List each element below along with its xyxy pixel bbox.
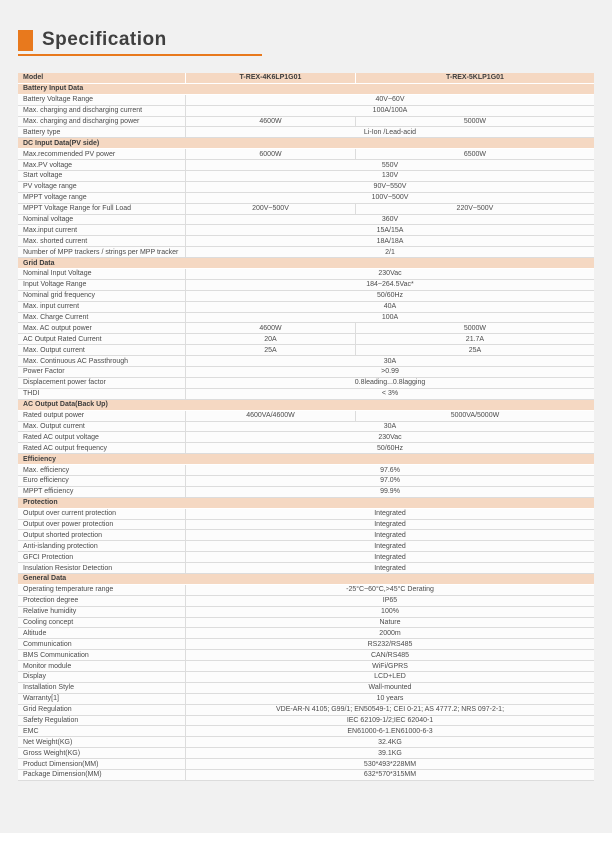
model-name: T-REX-5KLP1G01 [355, 73, 594, 83]
spec-label: Rated output power [23, 412, 85, 420]
spec-value: 4600W [185, 323, 355, 333]
spec-value: 184~264.5Vac* [185, 280, 594, 290]
spec-value: 100A/100A [185, 106, 594, 116]
spec-label: Monitor module [23, 662, 72, 670]
spec-label: Nominal voltage [23, 216, 74, 224]
spec-label: PV voltage range [23, 183, 77, 191]
spec-label: Display [23, 673, 46, 681]
section-row [18, 400, 594, 411]
spec-label: MPPT efficiency [23, 488, 74, 496]
spec-value: 97.0% [185, 476, 594, 486]
spec-label: Euro efficiency [23, 477, 69, 485]
spec-label: Output shorted protection [23, 531, 102, 539]
spec-value: 0.8leading...0.8lagging [185, 378, 594, 388]
table-row [18, 520, 594, 531]
spec-table [18, 73, 594, 781]
table-row [18, 759, 594, 770]
table-row [18, 313, 594, 324]
table-row [18, 650, 594, 661]
spec-value: 5000W [355, 117, 594, 127]
spec-label: Warranty[1] [23, 695, 59, 703]
section-title: Protection [23, 499, 58, 507]
spec-value: 25A [355, 345, 594, 355]
spec-label: Operating temperature range [23, 586, 114, 594]
table-row [18, 661, 594, 672]
table-row [18, 443, 594, 454]
spec-label: Output over current protection [23, 510, 116, 518]
spec-label: MPPT voltage range [23, 194, 87, 202]
table-row [18, 694, 594, 705]
spec-value: 5000VA/5000W [355, 411, 594, 421]
spec-label: Nominal grid frequency [23, 292, 95, 300]
spec-value: LCD+LED [185, 672, 594, 682]
table-row [18, 530, 594, 541]
spec-label: Package Dimension(MM) [23, 771, 102, 779]
spec-value: 130V [185, 171, 594, 181]
spec-value: 530*493*228MM [185, 759, 594, 769]
spec-value: VDE-AR-N 4105; G99/1; EN50549-1; CEI 0-21; AS 4777.2; NRS 097-2-1; [185, 705, 594, 715]
table-row [18, 770, 594, 781]
spec-value: 6500W [355, 149, 594, 159]
table-row [18, 552, 594, 563]
spec-label: Model [23, 74, 44, 82]
spec-value: WiFi/GPRS [185, 661, 594, 671]
spec-label: Displacement power factor [23, 379, 106, 387]
spec-label: Product Dimension(MM) [23, 760, 99, 768]
spec-label: Max. input current [23, 303, 80, 311]
spec-value: Li-Ion /Lead-acid [185, 127, 594, 137]
section-title: AC Output Data(Back Up) [23, 401, 108, 409]
spec-value: Integrated [185, 530, 594, 540]
spec-label: Gross Weight(KG) [23, 749, 81, 757]
table-row [18, 596, 594, 607]
table-row [18, 607, 594, 618]
spec-value: 99.9% [185, 487, 594, 497]
spec-value: 360V [185, 215, 594, 225]
spec-label: Max. shorted current [23, 237, 88, 245]
section-row [18, 258, 594, 269]
table-row [18, 378, 594, 389]
spec-label: Communication [23, 640, 72, 648]
spec-label: Insulation Resistor Detection [23, 564, 113, 572]
table-row [18, 618, 594, 629]
spec-label: Max.recommended PV power [23, 150, 116, 158]
spec-label: Battery Voltage Range [23, 96, 94, 104]
table-row [18, 476, 594, 487]
section-title: General Data [23, 575, 67, 583]
spec-value: 100V~500V [185, 193, 594, 203]
spec-value: 97.6% [185, 465, 594, 475]
spec-value: Integrated [185, 541, 594, 551]
table-row [18, 705, 594, 716]
spec-value: 25A [185, 345, 355, 355]
table-row [18, 334, 594, 345]
spec-value: 18A/18A [185, 236, 594, 246]
model-header-row [18, 73, 594, 84]
spec-value: 550V [185, 160, 594, 170]
spec-label: Grid Regulation [23, 706, 72, 714]
spec-label: Protection degree [23, 597, 79, 605]
spec-value: 230Vac [185, 269, 594, 279]
spec-value: RS232/RS485 [185, 639, 594, 649]
spec-label: Installation Style [23, 684, 74, 692]
spec-value: EN61000-6-1.EN61000-6-3 [185, 726, 594, 736]
spec-value: CAN/RS485 [185, 650, 594, 660]
spec-label: Anti-islanding protection [23, 542, 98, 550]
spec-value: 50/60Hz [185, 291, 594, 301]
table-row [18, 95, 594, 106]
table-row [18, 389, 594, 400]
section-title: DC Input Data(PV side) [23, 139, 100, 147]
table-row [18, 291, 594, 302]
table-row [18, 236, 594, 247]
spec-value: 21.7A [355, 334, 594, 344]
spec-label: Rated AC output voltage [23, 433, 99, 441]
spec-label: Relative humidity [23, 608, 77, 616]
spec-value: IP65 [185, 596, 594, 606]
spec-label: Net Weight(KG) [23, 738, 73, 746]
section-row [18, 138, 594, 149]
spec-value: 30A [185, 356, 594, 366]
table-row [18, 106, 594, 117]
table-row [18, 726, 594, 737]
title-accent-square-icon [18, 30, 33, 51]
title-underline [18, 54, 262, 56]
table-row [18, 247, 594, 258]
table-row [18, 215, 594, 226]
spec-label: Power Factor [23, 368, 65, 376]
spec-value: 40A [185, 302, 594, 312]
spec-value: 632*570*315MM [185, 770, 594, 780]
spec-label: GFCI Protection [23, 553, 74, 561]
spec-label: Safety Regulation [23, 716, 79, 724]
spec-value: 30A [185, 422, 594, 432]
spec-value: 100% [185, 607, 594, 617]
spec-value: 220V~500V [355, 204, 594, 214]
table-row [18, 127, 594, 138]
table-row [18, 182, 594, 193]
table-row [18, 509, 594, 520]
spec-label: BMS Communication [23, 651, 89, 659]
table-row [18, 541, 594, 552]
spec-value: IEC 62109-1/2;IEC 62040-1 [185, 716, 594, 726]
table-row [18, 672, 594, 683]
spec-value: 39.1KG [185, 748, 594, 758]
table-row [18, 487, 594, 498]
spec-value: -25°C~60°C,>45°C Derating [185, 585, 594, 595]
spec-value: 2/1 [185, 247, 594, 257]
spec-value: 2000m [185, 628, 594, 638]
table-row [18, 149, 594, 160]
table-row [18, 117, 594, 128]
spec-label: AC Output Rated Current [23, 335, 102, 343]
table-row [18, 302, 594, 313]
table-row [18, 269, 594, 280]
spec-value: 4600W [185, 117, 355, 127]
table-row [18, 160, 594, 171]
section-title: Efficiency [23, 455, 57, 463]
spec-label: Battery type [23, 128, 61, 136]
table-row [18, 639, 594, 650]
spec-value: Integrated [185, 563, 594, 573]
spec-label: Cooling concept [23, 618, 74, 626]
spec-label: Max. Output current [23, 346, 85, 354]
section-row [18, 498, 594, 509]
spec-value: < 3% [185, 389, 594, 399]
spec-value: Integrated [185, 552, 594, 562]
spec-value: 10 years [185, 694, 594, 704]
table-row [18, 563, 594, 574]
page-title: Specification [42, 29, 167, 50]
spec-label: Max. Charge Current [23, 314, 89, 322]
spec-value: Integrated [185, 520, 594, 530]
spec-value: Integrated [185, 509, 594, 519]
spec-value: Nature [185, 618, 594, 628]
spec-value: Wall-mounted [185, 683, 594, 693]
table-row [18, 356, 594, 367]
spec-label: Max.input current [23, 226, 78, 234]
section-title: Battery Input Data [23, 85, 84, 93]
spec-label: Max. charging and discharging current [23, 107, 143, 115]
table-row [18, 280, 594, 291]
spec-label: Rated AC output frequency [23, 444, 108, 452]
spec-value: 230Vac [185, 432, 594, 442]
section-row [18, 574, 594, 585]
spec-label: Max.PV voltage [23, 161, 73, 169]
spec-value: 4600VA/4600W [185, 411, 355, 421]
table-row [18, 585, 594, 596]
spec-value: 15A/15A [185, 225, 594, 235]
spec-value: 32.4KG [185, 737, 594, 747]
spec-value: 6000W [185, 149, 355, 159]
table-row [18, 411, 594, 422]
spec-label: THDI [23, 390, 40, 398]
spec-label: Max. efficiency [23, 466, 70, 474]
spec-value: 50/60Hz [185, 443, 594, 453]
spec-label: Output over power protection [23, 520, 114, 528]
section-title: Grid Data [23, 259, 55, 267]
spec-label: Start voltage [23, 172, 63, 180]
table-row [18, 628, 594, 639]
spec-label: EMC [23, 727, 39, 735]
spec-label: Max. charging and discharging power [23, 118, 140, 125]
spec-label: Max. Continuous AC Passthrough [23, 357, 129, 365]
table-row [18, 193, 594, 204]
spec-label: Input Voltage Range [23, 281, 87, 289]
section-row [18, 84, 594, 95]
table-row [18, 737, 594, 748]
spec-label: Nominal Input Voltage [23, 270, 92, 278]
table-row [18, 225, 594, 236]
section-row [18, 454, 594, 465]
spec-value: 90V~550V [185, 182, 594, 192]
spec-label: MPPT Voltage Range for Full Load [23, 205, 132, 213]
table-row [18, 465, 594, 476]
table-row [18, 716, 594, 727]
page-header [18, 29, 594, 56]
table-row [18, 748, 594, 759]
table-row [18, 345, 594, 356]
table-row [18, 171, 594, 182]
spec-value: 40V~60V [185, 95, 594, 105]
spec-label: Max. AC output power [23, 324, 92, 332]
model-name: T-REX-4K6LP1G01 [185, 73, 355, 83]
table-row [18, 323, 594, 334]
spec-value: 20A [185, 334, 355, 344]
spec-value: 100A [185, 313, 594, 323]
spec-value: 5000W [355, 323, 594, 333]
table-row [18, 367, 594, 378]
spec-label: Altitude [23, 629, 47, 637]
spec-value: >0.99 [185, 367, 594, 377]
spec-label: Number of MPP trackers / strings per MPP tracker [23, 248, 179, 256]
table-row [18, 204, 594, 215]
spec-label: Max. Output current [23, 422, 85, 430]
table-row [18, 422, 594, 433]
spec-value: 200V~500V [185, 204, 355, 214]
table-row [18, 432, 594, 443]
table-row [18, 683, 594, 694]
